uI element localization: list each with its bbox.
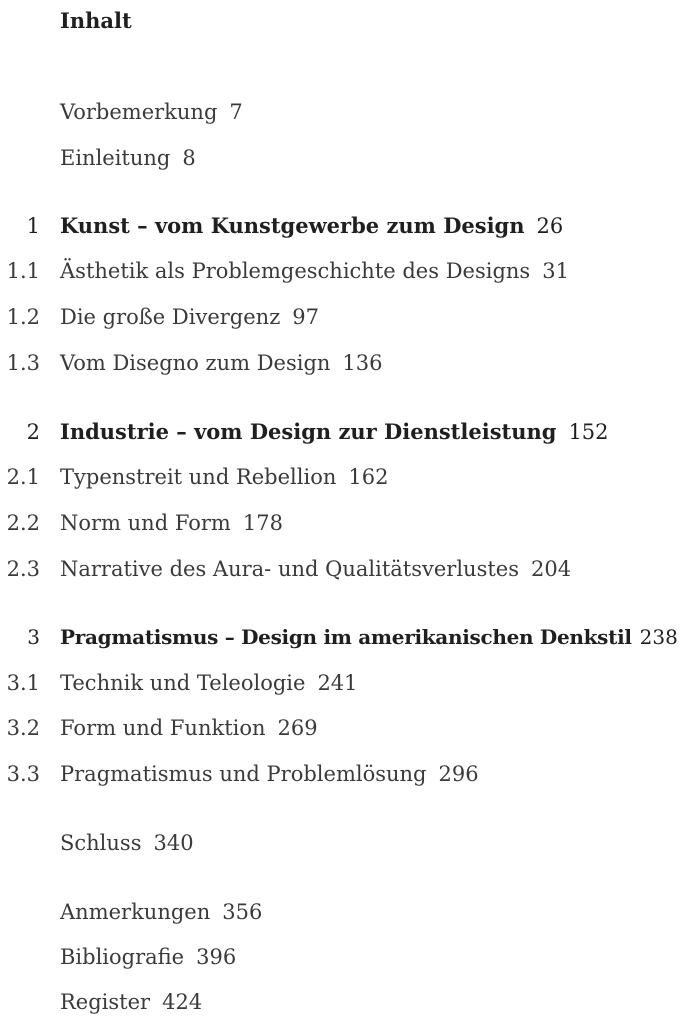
toc-section[interactable] <box>0 554 695 584</box>
section-label: Die große Divergenz <box>60 305 281 329</box>
entry-page: 7 <box>229 100 243 124</box>
entry-page: 269 <box>277 716 318 740</box>
entry-page: 238 <box>639 625 678 649</box>
toc-entry-back[interactable] <box>0 897 695 927</box>
section-label: Form und Funktion <box>60 716 266 740</box>
toc-section[interactable] <box>0 348 695 378</box>
section-number: 3.2 <box>6 716 40 740</box>
section-label: Pragmatismus und Problemlösung <box>60 762 427 786</box>
entry-label: Anmerkungen <box>60 900 211 924</box>
section-label: Typenstreit und Rebellion <box>60 465 337 489</box>
toc-entry-front[interactable] <box>0 97 695 127</box>
toc-entry-front[interactable] <box>0 143 695 173</box>
entry-label: Schluss <box>60 831 142 855</box>
toc-section[interactable] <box>0 668 695 698</box>
section-number: 2.2 <box>6 511 40 535</box>
section-label: Narrative des Aura- und Qualitätsverlustes <box>60 557 519 581</box>
entry-label: Register <box>60 990 151 1014</box>
toc-entry-back[interactable] <box>0 942 695 972</box>
entry-page: 424 <box>162 990 203 1014</box>
entry-page: 296 <box>438 762 479 786</box>
section-number: 1.3 <box>6 351 40 375</box>
section-label: Norm und Form <box>60 511 231 535</box>
toc-section[interactable] <box>0 713 695 743</box>
toc-section[interactable] <box>0 256 695 286</box>
section-label: Vom Disegno zum Design <box>60 351 331 375</box>
entry-page: 241 <box>317 671 358 695</box>
chapter-number: 1 <box>26 214 40 238</box>
section-number: 3.1 <box>6 671 40 695</box>
entry-page: 136 <box>342 351 383 375</box>
entry-page: 178 <box>242 511 283 535</box>
chapter-number: 2 <box>26 420 40 444</box>
entry-page: 31 <box>542 259 569 283</box>
section-number: 2.3 <box>6 557 40 581</box>
chapter-label: Industrie – vom Design zur Dienstleistung <box>60 419 557 444</box>
toc-section[interactable] <box>0 508 695 538</box>
section-number: 1.2 <box>6 305 40 329</box>
entry-page: 97 <box>292 305 319 329</box>
chapter-label: Kunst – vom Kunstgewerbe zum Design <box>60 213 525 238</box>
toc-entry-back[interactable] <box>0 828 695 858</box>
toc-chapter-3[interactable] <box>0 622 695 652</box>
entry-page: 204 <box>531 557 572 581</box>
entry-page: 396 <box>196 945 237 969</box>
chapter-label: Pragmatismus – Design im amerikanischen Denkstil <box>60 625 632 649</box>
toc-entry-back[interactable] <box>0 987 695 1017</box>
toc-chapter-2[interactable] <box>0 417 695 447</box>
toc-title: Inhalt <box>60 8 132 33</box>
entry-page: 356 <box>222 900 263 924</box>
section-number: 3.3 <box>6 762 40 786</box>
entry-page: 8 <box>182 146 196 170</box>
entry-label: Bibliografie <box>60 945 185 969</box>
entry-label: Vorbemerkung <box>60 100 218 124</box>
chapter-number: 3 <box>27 625 40 649</box>
toc-section[interactable] <box>0 759 695 789</box>
entry-label: Einleitung <box>60 146 171 170</box>
entry-page: 26 <box>536 214 564 238</box>
toc-section[interactable] <box>0 302 695 332</box>
section-label: Ästhetik als Problemgeschichte des Designs <box>60 259 531 283</box>
entry-page: 162 <box>348 465 389 489</box>
toc-chapter-1[interactable] <box>0 211 695 241</box>
section-label: Technik und Teleologie <box>60 671 306 695</box>
entry-page: 152 <box>568 420 609 444</box>
entry-page: 340 <box>153 831 194 855</box>
section-number: 1.1 <box>6 259 40 283</box>
toc-section[interactable] <box>0 462 695 492</box>
section-number: 2.1 <box>6 465 40 489</box>
